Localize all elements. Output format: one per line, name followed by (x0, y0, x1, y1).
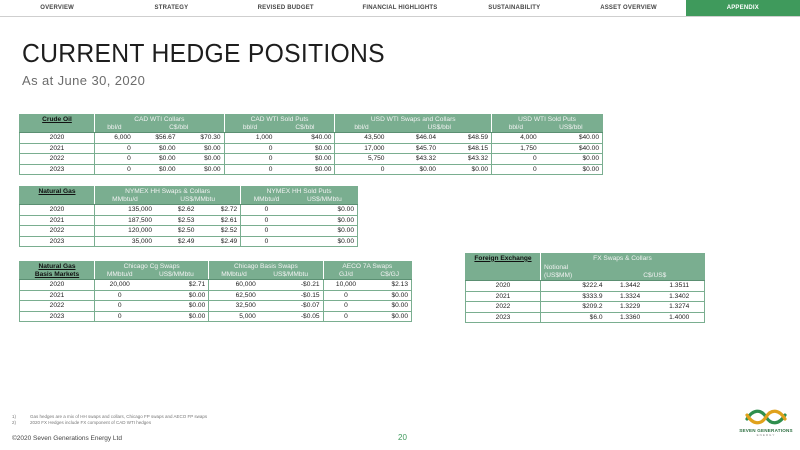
year-cell: 2023 (466, 312, 541, 323)
unit-header: Notional (541, 263, 606, 272)
value-cell: 1.3360 (606, 312, 655, 323)
value-cell: $2.52 (197, 226, 240, 237)
group-header: Chicago Basis Swaps (209, 262, 323, 271)
value-cell: 0 (241, 205, 292, 216)
group-header: NYMEX HH Swaps & Collars (95, 187, 241, 196)
logo-mark-icon (745, 407, 787, 427)
value-cell: $0.00 (275, 154, 335, 165)
value-cell: $0.00 (292, 236, 358, 247)
value-cell: 1.3229 (606, 302, 655, 313)
footnote-text: 2020 FX Hedges include FX component of CAD WTI hedges (30, 420, 152, 425)
value-cell: $40.00 (275, 133, 335, 144)
value-cell: 35,000 (95, 236, 156, 247)
value-cell: 20,000 (95, 280, 145, 291)
footnote (12, 420, 207, 426)
nav-sustainability[interactable]: SUSTAINABILITY (488, 5, 541, 11)
value-cell: 1.3324 (606, 291, 655, 302)
value-cell: $0.00 (179, 154, 225, 165)
value-cell: 0 (95, 154, 134, 165)
value-cell: $0.00 (292, 205, 358, 216)
value-cell: $56.67 (134, 133, 179, 144)
blank-header (466, 263, 541, 272)
value-cell: $0.00 (369, 301, 412, 312)
value-cell: 0 (492, 154, 540, 165)
unit-header: MMbtu/d (241, 196, 292, 205)
value-cell: $0.00 (292, 215, 358, 226)
table-row (20, 205, 358, 216)
value-cell: 1.3402 (655, 291, 705, 302)
unit-header: MMbtu/d (95, 271, 145, 280)
page-title: CURRENT HEDGE POSITIONS (22, 38, 385, 68)
value-cell: 0 (492, 164, 540, 175)
value-cell: $2.13 (369, 280, 412, 291)
blank-header (606, 263, 705, 272)
unit-header: bbl/d (492, 124, 540, 133)
value-cell: $40.00 (540, 143, 603, 154)
value-cell: $0.00 (387, 164, 439, 175)
table-row (20, 226, 358, 237)
value-cell: -$0.21 (259, 280, 323, 291)
value-cell: 5,000 (209, 311, 259, 322)
unit-header: bbl/d (224, 124, 275, 133)
value-cell: 0 (224, 154, 275, 165)
value-cell: $2.72 (197, 205, 240, 216)
unit-header: bbl/d (335, 124, 388, 133)
year-cell: 2021 (20, 215, 95, 226)
value-cell: $0.00 (540, 164, 603, 175)
unit-header: GJ/d (323, 271, 368, 280)
blank-header (20, 124, 95, 133)
value-cell: $2.61 (197, 215, 240, 226)
value-cell: 0 (241, 226, 292, 237)
value-cell: 1,000 (224, 133, 275, 144)
nav-asset-overview[interactable]: ASSET OVERVIEW (600, 5, 657, 11)
unit-header: US$/MMbtu (259, 271, 323, 280)
basis-header-line1: Natural Gas (20, 262, 95, 271)
value-cell: $46.04 (387, 133, 439, 144)
blank-header (466, 272, 541, 281)
value-cell: 0 (335, 164, 388, 175)
year-cell: 2023 (20, 164, 95, 175)
value-cell: $48.15 (439, 143, 492, 154)
year-cell: 2022 (20, 154, 95, 165)
value-cell: $2.49 (197, 236, 240, 247)
value-cell: 5,750 (335, 154, 388, 165)
value-cell: $2.53 (155, 215, 197, 226)
value-cell: $0.00 (369, 311, 412, 322)
table-row (466, 291, 705, 302)
natural-gas-table (19, 186, 358, 247)
value-cell: $43.32 (439, 154, 492, 165)
table-row (466, 312, 705, 323)
unit-header: C$/US$ (606, 272, 705, 281)
value-cell: 0 (95, 290, 145, 301)
table-row (20, 164, 603, 175)
value-cell: 1,750 (492, 143, 540, 154)
value-cell: 1.4000 (655, 312, 705, 323)
value-cell: $0.00 (179, 164, 225, 175)
unit-header: C$/bbl (275, 124, 335, 133)
natural-gas-header: Natural Gas (20, 187, 95, 196)
year-cell: 2022 (20, 226, 95, 237)
value-cell: $2.62 (155, 205, 197, 216)
table-row (20, 133, 603, 144)
group-header: NYMEX HH Sold Puts (241, 187, 358, 196)
year-cell: 2020 (20, 133, 95, 144)
value-cell: $40.00 (540, 133, 603, 144)
value-cell: 1.3274 (655, 302, 705, 313)
copyright: ©2020 Seven Generations Energy Ltd (12, 435, 122, 442)
value-cell: 0 (323, 290, 368, 301)
value-cell: 0 (95, 311, 145, 322)
year-cell: 2020 (20, 280, 95, 291)
value-cell: 43,500 (335, 133, 388, 144)
value-cell: $6.0 (541, 312, 606, 323)
table-row (20, 311, 412, 322)
value-cell: -$0.15 (259, 290, 323, 301)
value-cell: $333.9 (541, 291, 606, 302)
group-header: CAD WTI Sold Puts (224, 115, 335, 124)
unit-header: US$/bbl (540, 124, 603, 133)
group-header: AECO 7A Swaps (323, 262, 411, 271)
unit-header: US$/MMbtu (145, 271, 209, 280)
unit-header: (US$MM) (541, 272, 606, 281)
crude-oil-header: Crude Oil (20, 115, 95, 124)
value-cell: 32,500 (209, 301, 259, 312)
value-cell: 187,500 (95, 215, 156, 226)
value-cell: -$0.05 (259, 311, 323, 322)
footnote-number: 1) (12, 414, 17, 419)
value-cell: $48.59 (439, 133, 492, 144)
year-cell: 2021 (466, 291, 541, 302)
value-cell: 0 (241, 236, 292, 247)
value-cell: 120,000 (95, 226, 156, 237)
table-row (20, 143, 603, 154)
footnote-text: Gas hedges are a mix of HH swaps and collars, Chicago FP swaps and AECO FP swaps (30, 414, 208, 419)
unit-header: bbl/d (95, 124, 134, 133)
table-row (20, 290, 412, 301)
top-navigation (0, 0, 800, 17)
group-header: FX Swaps & Collars (541, 254, 705, 263)
year-cell: 2022 (466, 302, 541, 313)
value-cell: 4,000 (492, 133, 540, 144)
value-cell: $0.00 (275, 143, 335, 154)
value-cell: 0 (323, 301, 368, 312)
company-logo (738, 407, 794, 447)
value-cell: $0.00 (540, 154, 603, 165)
unit-header: US$/MMbtu (292, 196, 358, 205)
unit-header: MMbtu/d (209, 271, 259, 280)
logo-name: SEVEN GENERATIONS (739, 428, 793, 433)
nav-revised-budget[interactable]: REVISED BUDGET (257, 5, 314, 11)
year-cell: 2020 (20, 205, 95, 216)
group-header: USD WTI Sold Puts (492, 115, 603, 124)
value-cell: $2.50 (155, 226, 197, 237)
value-cell: $0.00 (134, 143, 179, 154)
value-cell: $0.00 (292, 226, 358, 237)
value-cell: 0 (224, 143, 275, 154)
value-cell: $2.71 (145, 280, 209, 291)
unit-header: C$/bbl (134, 124, 224, 133)
value-cell: 10,000 (323, 280, 368, 291)
value-cell: 60,000 (209, 280, 259, 291)
unit-header: MMbtu/d (95, 196, 156, 205)
value-cell: $0.00 (369, 290, 412, 301)
value-cell: 6,000 (95, 133, 134, 144)
nav-financial-highlights[interactable]: FINANCIAL HIGHLIGHTS (362, 5, 438, 11)
unit-header: US$/bbl (387, 124, 491, 133)
value-cell: $0.00 (145, 301, 209, 312)
value-cell: 0 (241, 215, 292, 226)
group-header: CAD WTI Collars (95, 115, 225, 124)
table-row (20, 280, 412, 291)
value-cell: 17,000 (335, 143, 388, 154)
footnotes (12, 414, 207, 426)
value-cell: 0 (95, 143, 134, 154)
value-cell: -$0.07 (259, 301, 323, 312)
blank-header (20, 196, 95, 205)
fx-table (465, 253, 705, 323)
value-cell: $43.32 (387, 154, 439, 165)
nav-overview[interactable]: OVERVIEW (40, 5, 75, 11)
value-cell: $0.00 (275, 164, 335, 175)
group-header: USD WTI Swaps and Collars (335, 115, 492, 124)
value-cell: $209.2 (541, 302, 606, 313)
year-cell: 2023 (20, 236, 95, 247)
logo-sub: ENERGY (756, 433, 776, 437)
page-subtitle: As at June 30, 2020 (22, 73, 146, 88)
value-cell: 0 (323, 311, 368, 322)
nav-strategy[interactable]: STRATEGY (154, 5, 189, 11)
year-cell: 2021 (20, 143, 95, 154)
footnote-number: 2) (12, 420, 17, 425)
value-cell: $0.00 (179, 143, 225, 154)
value-cell: 1.3511 (655, 281, 705, 292)
table-row (466, 302, 705, 313)
value-cell: $0.00 (134, 154, 179, 165)
year-cell: 2021 (20, 290, 95, 301)
unit-header: US$/MMbtu (155, 196, 241, 205)
value-cell: $2.49 (155, 236, 197, 247)
table-row (20, 301, 412, 312)
group-header: Chicago Cg Swaps (95, 262, 209, 271)
year-cell: 2022 (20, 301, 95, 312)
fx-header: Foreign Exchange (466, 254, 541, 263)
table-row (466, 281, 705, 292)
value-cell: $45.70 (387, 143, 439, 154)
year-cell: 2023 (20, 311, 95, 322)
nav-appendix[interactable]: APPENDIX (686, 0, 800, 16)
value-cell: $0.00 (145, 311, 209, 322)
value-cell: $70.30 (179, 133, 225, 144)
value-cell: 0 (95, 164, 134, 175)
page-number: 20 (398, 433, 407, 442)
value-cell: $0.00 (134, 164, 179, 175)
basis-markets-table (19, 261, 412, 322)
year-cell: 2020 (466, 281, 541, 292)
table-row (20, 236, 358, 247)
value-cell: 1.3442 (606, 281, 655, 292)
value-cell: 135,000 (95, 205, 156, 216)
table-row (20, 154, 603, 165)
value-cell: 0 (224, 164, 275, 175)
value-cell: 62,500 (209, 290, 259, 301)
unit-header: C$/GJ (369, 271, 412, 280)
value-cell: $0.00 (439, 164, 492, 175)
crude-oil-table (19, 114, 603, 175)
value-cell: 0 (95, 301, 145, 312)
value-cell: $0.00 (145, 290, 209, 301)
table-row (20, 215, 358, 226)
value-cell: $222.4 (541, 281, 606, 292)
basis-header-line2: Basis Markets (20, 271, 95, 280)
